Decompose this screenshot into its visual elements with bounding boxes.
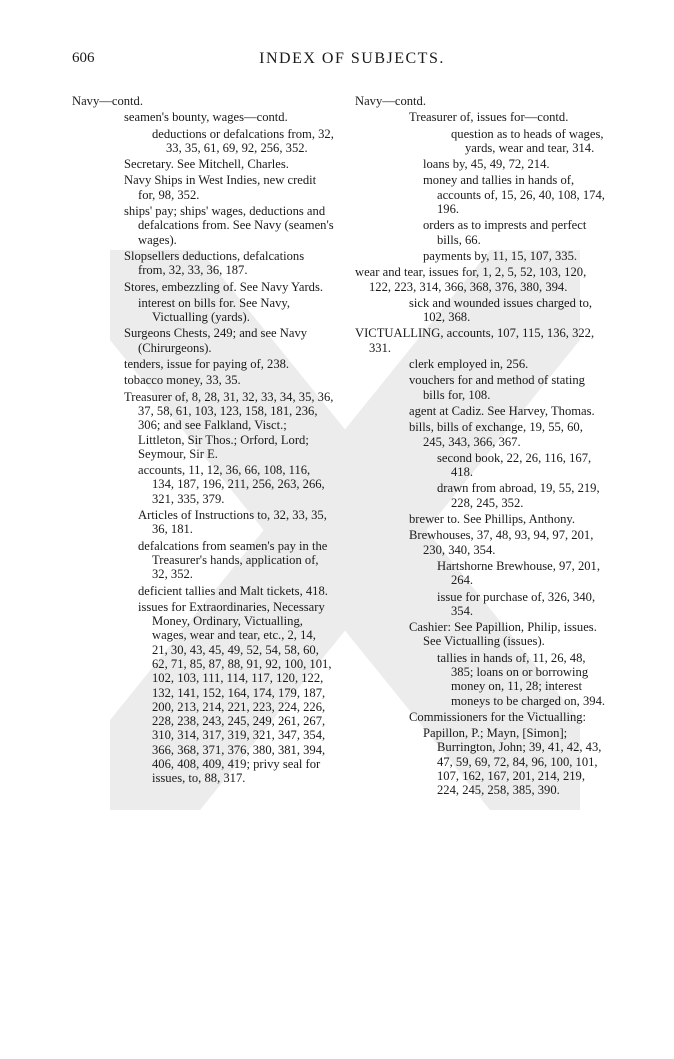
index-entry: deductions or defalcations from, 32, 33, 35, 61, 69, 92, 256, 352.: [152, 126, 334, 155]
index-entry: Brewhouses, 37, 48, 93, 94, 97, 201, 230, 340, 354.: [409, 528, 594, 557]
index-entry: second book, 22, 26, 116, 167, 418.: [437, 450, 592, 480]
index-entry: Slopsellers deductions, defalcations from, 32, 33, 36, 187.: [124, 248, 305, 278]
index-entry: issues for Extraordinaries, Necessary Money, Ordinary, Victualling, wages, wear and tear, etc., 2, 14, 21, 30, 43, 45, 49, 52, 54, 58, 60, 62, 71, 85, 87, 88, 91, 92, 100, 101, 102, 103, 111, 114, 117, 120, 122, 132, 141, 152, 164, 174, 179, 187, 200, 213, 214, 221, 223, 224, 226, 228, 238, 243, 245, 249, 261, 267, 310, 314, 317, 319, 321, 347, 354, 366, 368, 371, 376, 380, 381, 394, 406, 408, 409, 419; privy seal for issues, to, 88, 317.: [138, 599, 332, 786]
index-entry: payments by, 11, 15, 107, 335.: [423, 248, 578, 263]
index-entry: wear and tear, issues for, 1, 2, 5, 52, 103, 120, 122, 223, 314, 366, 368, 376, 380, 394.: [355, 265, 587, 294]
index-entry: Stores, embezzling of. See Navy Yards.: [124, 279, 324, 294]
index-entry: Navy—contd.: [72, 94, 143, 108]
index-entry: money and tallies in hands of, accounts of, 15, 26, 40, 108, 174, 196.: [423, 173, 605, 217]
page-title: INDEX OF SUBJECTS.: [259, 50, 445, 67]
index-entry: Commissioners for the Victualling:: [409, 709, 587, 724]
index-entry: ships' pay; ships' wages, deductions and defalcations from. See Navy (seamen's wages).: [124, 204, 334, 247]
index-entry: VICTUALLING, accounts, 107, 115, 136, 322, 331.: [355, 326, 595, 355]
index-entry: accounts, 11, 12, 36, 66, 108, 116, 134, 187, 196, 211, 256, 263, 266, 321, 335, 379.: [138, 463, 325, 506]
index-entry: Treasurer of, 8, 28, 31, 32, 33, 34, 35, 36, 37, 58, 61, 103, 123, 158, 181, 236, 306; and see Falkland, Visct.; Littleton, Sir Thos.; Orford, Lord; Seymour, Sir E.: [124, 389, 334, 461]
index-entry: Cashier: See Papillion, Philip, issues. See Victualling (issues).: [409, 620, 597, 649]
index-entry: tobacco money, 33, 35.: [124, 373, 241, 388]
index-entry: Navy Ships in West Indies, new credit for, 98, 352.: [124, 173, 317, 202]
index-entry: drawn from abroad, 19, 55, 219, 228, 245, 352.: [437, 481, 600, 510]
index-entry: loans by, 45, 49, 72, 214.: [423, 157, 550, 172]
index-entry: Navy—contd.: [355, 94, 426, 108]
left-column: [72, 94, 334, 788]
index-entry: question as to heads of wages, yards, wear and tear, 314.: [451, 126, 604, 155]
index-entry: Surgeons Chests, 249; and see Navy (Chirurgeons).: [124, 326, 308, 355]
index-entry: Papillon, P.; Mayn, [Simon]; Burrington, John; 39, 41, 42, 43, 47, 59, 69, 72, 84, 96, 100, 101, 107, 162, 167, 201, 214, 219, 224, 245, 258, 385, 390.: [423, 726, 602, 798]
index-entry: issue for purchase of, 326, 340, 354.: [437, 589, 596, 618]
index-entry: interest on bills for. See Navy, Victualling (yards).: [138, 295, 291, 325]
index-entry: Hartshorne Brewhouse, 97, 201, 264.: [437, 558, 600, 588]
index-entry: deficient tallies and Malt tickets, 418.: [138, 583, 328, 598]
page-header: [72, 50, 632, 74]
index-entry: Secretary. See Mitchell, Charles.: [124, 157, 289, 172]
index-entry: clerk employed in, 256.: [409, 357, 529, 372]
index-entry: sick and wounded issues charged to, 102, 368.: [409, 295, 593, 325]
index-entry: Articles of Instructions to, 32, 33, 35, 36, 181.: [138, 508, 327, 537]
index-entry: tallies in hands of, 11, 26, 48, 385; loans on or borrowing money on, 11, 28; interest moneys to be charged on, 394.: [437, 650, 606, 708]
index-entry: brewer to. See Phillips, Anthony.: [409, 512, 576, 527]
index-entry: agent at Cadiz. See Harvey, Thomas.: [409, 403, 595, 418]
right-column: [355, 94, 607, 800]
index-entry: vouchers for and method of stating bills for, 108.: [409, 373, 585, 402]
index-entry: orders as to imprests and perfect bills, 66.: [423, 218, 587, 247]
index-entry: tenders, issue for paying of, 238.: [124, 357, 290, 372]
page-number: 606: [72, 50, 95, 66]
index-entry: seamen's bounty, wages—contd.: [124, 110, 288, 125]
index-entry: defalcations from seamen's pay in the Treasurer's hands, application of, 32, 352.: [138, 538, 328, 582]
index-entry: Treasurer of, issues for—contd.: [409, 110, 569, 125]
index-entry: bills, bills of exchange, 19, 55, 60, 245, 343, 366, 367.: [409, 420, 583, 449]
